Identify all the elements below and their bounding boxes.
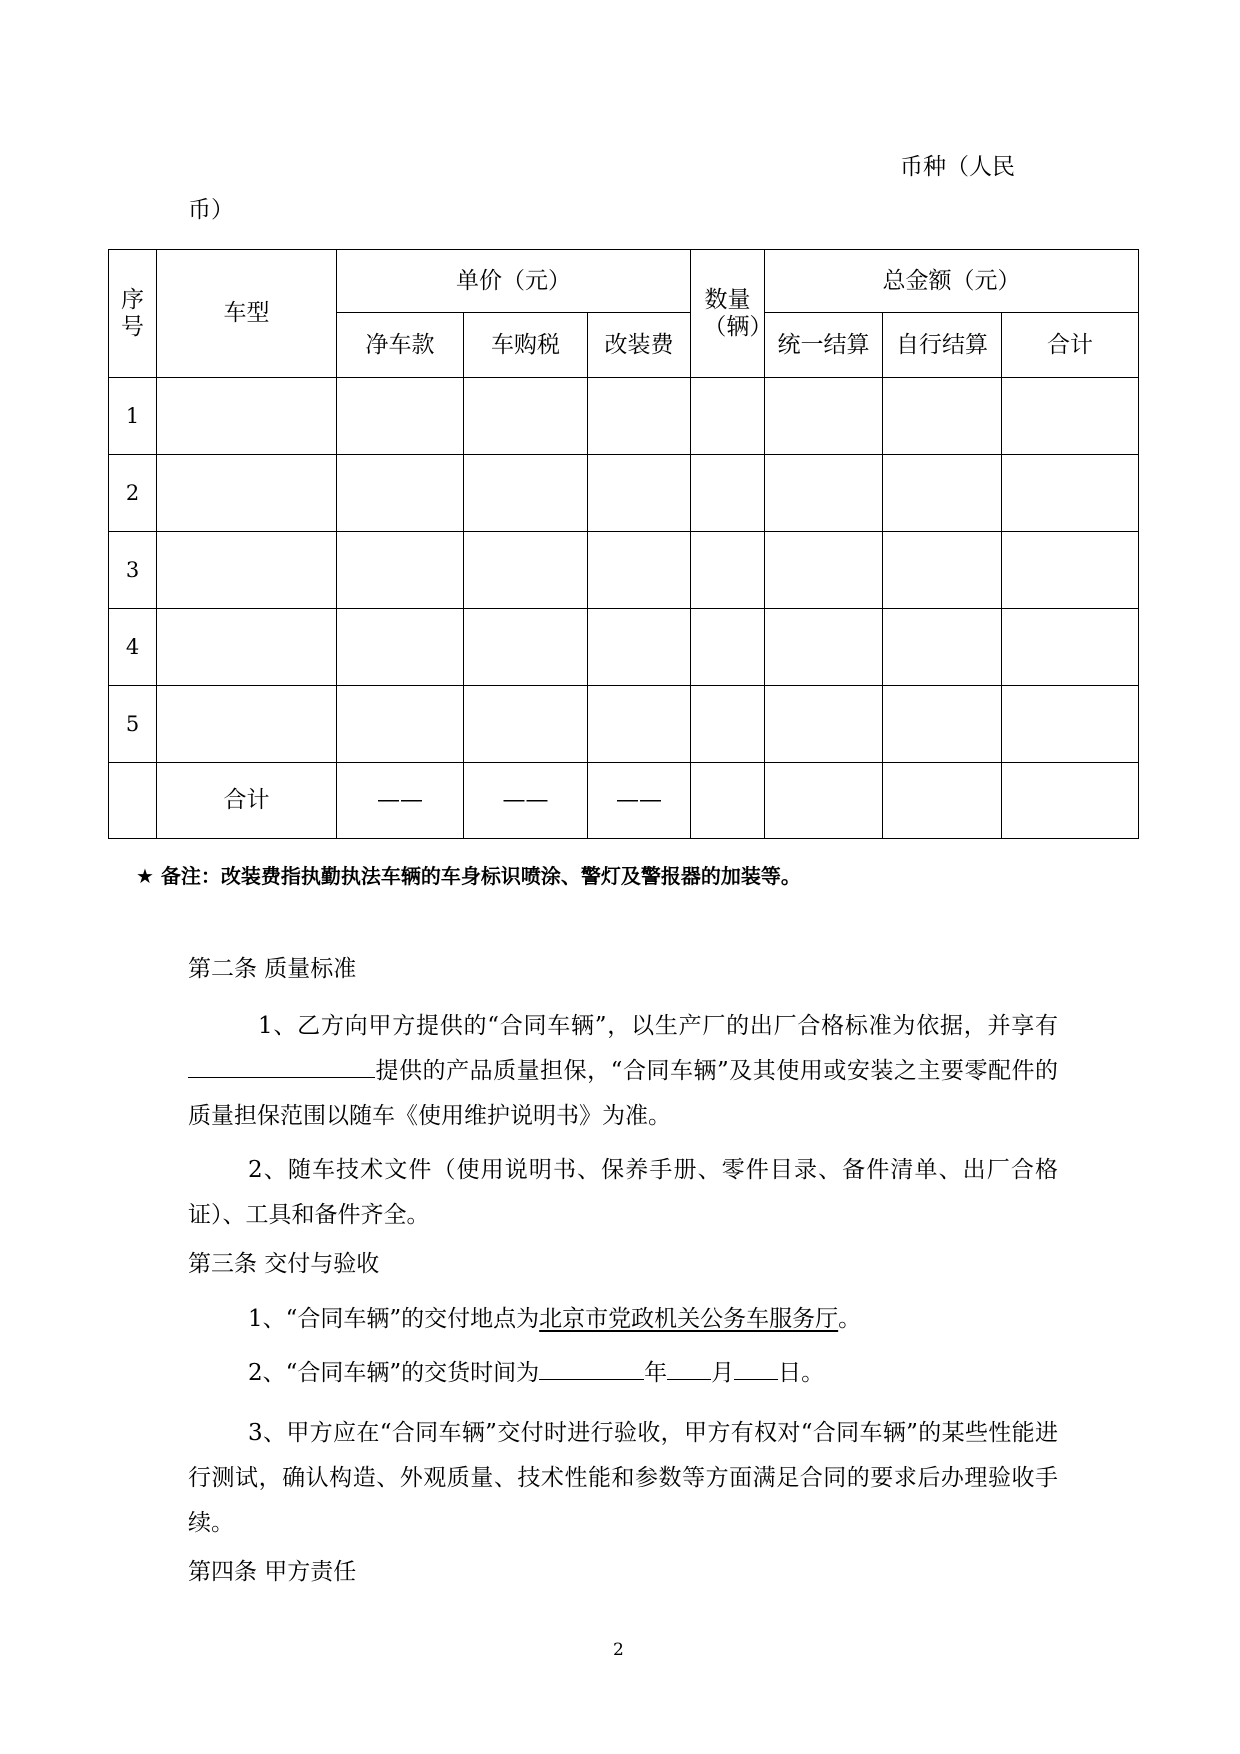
cell-empty (1002, 763, 1139, 839)
cell-empty (464, 455, 588, 532)
cell-empty (337, 378, 464, 455)
cell-empty (691, 686, 765, 763)
header-vehicle-model: 车型 (157, 250, 337, 378)
cell-empty (883, 455, 1002, 532)
cell-empty (883, 609, 1002, 686)
article-3-para-2-text: 2、“合同车辆”的交货时间为 (248, 1360, 540, 1386)
header-unit-price: 单价（元） (337, 250, 691, 313)
cell-empty (765, 763, 883, 839)
month-label: 月 (711, 1360, 735, 1386)
cell-empty (588, 455, 691, 532)
total-tax-dash: —— (464, 763, 588, 839)
cell-empty (1002, 378, 1139, 455)
article-2-para-1-text-b: 提供的产品质量担保，“合同车辆”及其使用或安装之主要零配件的质量担保范围以随车《使用维护说明书》为准。 (188, 1058, 1058, 1129)
cell-empty (691, 532, 765, 609)
header-net-price: 净车款 (337, 313, 464, 378)
article-3-para-1-end: 。 (838, 1306, 862, 1332)
cell-empty (765, 455, 883, 532)
cell-empty (337, 455, 464, 532)
article-3-para-3: 3、甲方应在“合同车辆”交付时进行验收，甲方有权对“合同车辆”的某些性能进行测试，确认构造、外观质量、技术性能和参数等方面满足合同的要求后办理验收手续。 (188, 1420, 1058, 1536)
year-label: 年 (644, 1360, 668, 1386)
vehicle-price-table (108, 249, 1139, 839)
header-total-amount: 总金额（元） (765, 250, 1139, 313)
table-note: ★ 备注：改装费指执勤执法车辆的车身标识喷涂、警灯及警报器的加装等。 (136, 864, 801, 888)
delivery-year-blank (539, 1356, 644, 1380)
cell-empty (157, 455, 337, 532)
table-row (109, 378, 1139, 455)
cell-empty (765, 686, 883, 763)
header-self-settlement: 自行结算 (883, 313, 1002, 378)
cell-empty (109, 763, 157, 839)
header-purchase-tax: 车购税 (464, 313, 588, 378)
header-modification-fee: 改装费 (588, 313, 691, 378)
cell-empty (691, 455, 765, 532)
cell-empty (337, 532, 464, 609)
total-net-dash: —— (337, 763, 464, 839)
cell-empty (883, 763, 1002, 839)
header-index: 序号 (109, 250, 157, 378)
cell-empty (157, 532, 337, 609)
cell-empty (464, 686, 588, 763)
cell-empty (1002, 455, 1139, 532)
header-unified-settlement: 统一结算 (765, 313, 883, 378)
cell-empty (588, 686, 691, 763)
cell-empty (157, 378, 337, 455)
article-2-title: 第二条 质量标准 (188, 956, 357, 982)
article-3-para-2 (188, 1351, 1058, 1396)
delivery-day-blank (734, 1356, 778, 1380)
article-2-para-2: 2、随车技术文件（使用说明书、保养手册、零件目录、备件清单、出厂合格证）、工具和备件齐全。 (188, 1157, 1058, 1228)
cell-empty (883, 532, 1002, 609)
cell-empty (765, 532, 883, 609)
article-2-para-1-text-a: 1、乙方向甲方提供的“合同车辆”，以生产厂的出厂合格标准为依据，并享有 (258, 1013, 1058, 1039)
table-total-row (109, 763, 1139, 839)
cell-empty (1002, 609, 1139, 686)
warrantor-blank (188, 1054, 375, 1078)
row-index: 3 (109, 532, 157, 609)
cell-empty (691, 609, 765, 686)
header-quantity: 数量（辆） (691, 250, 765, 378)
cell-empty (1002, 532, 1139, 609)
table-row (109, 455, 1139, 532)
cell-empty (883, 686, 1002, 763)
row-index: 4 (109, 609, 157, 686)
cell-empty (464, 532, 588, 609)
cell-empty (157, 686, 337, 763)
total-mod-dash: —— (588, 763, 691, 839)
article-2-para-1 (188, 1004, 1058, 1139)
row-index: 2 (109, 455, 157, 532)
cell-empty (588, 609, 691, 686)
row-index: 5 (109, 686, 157, 763)
table-row (109, 686, 1139, 763)
page-number: 2 (613, 1640, 624, 1660)
cell-empty (691, 378, 765, 455)
currency-label-line2: 币） (188, 197, 234, 223)
article-4-title: 第四条 甲方责任 (188, 1559, 357, 1585)
total-label: 合计 (157, 763, 337, 839)
cell-empty (1002, 686, 1139, 763)
delivery-month-blank (667, 1356, 711, 1380)
cell-empty (337, 686, 464, 763)
header-sum: 合计 (1002, 313, 1139, 378)
article-3-para-1 (188, 1297, 1058, 1342)
cell-empty (588, 378, 691, 455)
currency-label-line1: 币种（人民 (900, 154, 1015, 180)
cell-empty (464, 609, 588, 686)
table-row (109, 609, 1139, 686)
article-3-title: 第三条 交付与验收 (188, 1251, 380, 1277)
cell-empty (883, 378, 1002, 455)
table-row (109, 532, 1139, 609)
cell-empty (337, 609, 464, 686)
delivery-place: 北京市党政机关公务车服务厅 (539, 1306, 839, 1332)
cell-empty (157, 609, 337, 686)
cell-empty (464, 378, 588, 455)
article-3-para-1-text: 1、“合同车辆”的交付地点为 (248, 1306, 540, 1332)
day-label: 日。 (778, 1360, 825, 1386)
row-index: 1 (109, 378, 157, 455)
cell-empty (765, 609, 883, 686)
cell-empty (765, 378, 883, 455)
cell-empty (691, 763, 765, 839)
cell-empty (588, 532, 691, 609)
